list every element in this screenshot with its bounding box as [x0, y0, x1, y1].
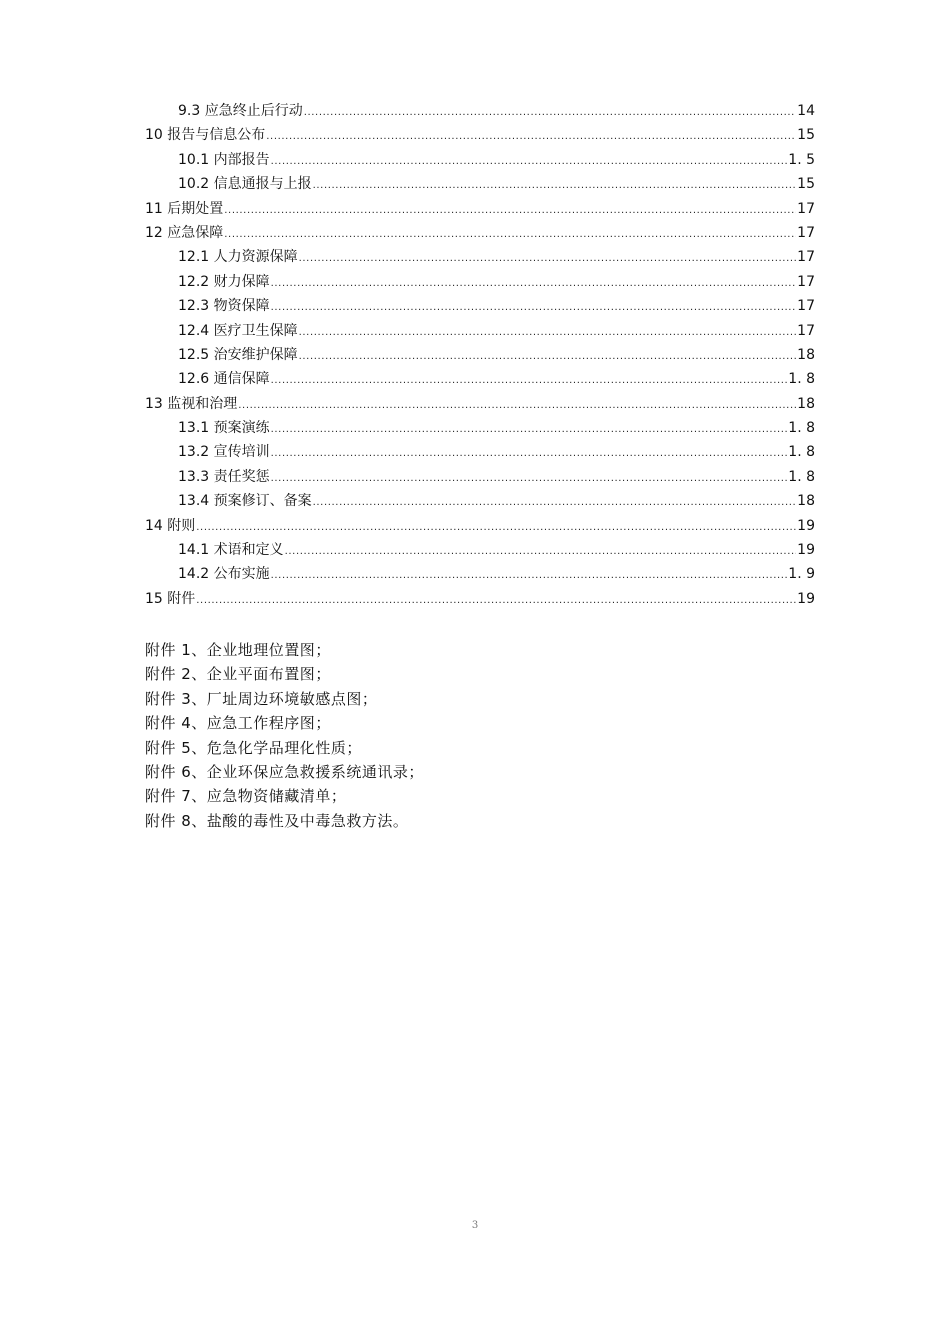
toc-entry[interactable]	[145, 197, 815, 221]
toc-entry-page: 15	[797, 176, 815, 193]
attachment-item: 附件 6、企业环保应急救援系统通讯录；	[145, 762, 424, 781]
toc-leader-dots	[224, 197, 796, 223]
toc-entry[interactable]	[145, 489, 815, 513]
toc-entry-page: 1. 9	[788, 566, 815, 583]
toc-entry-title: 10.2 信息通报与上报	[178, 176, 312, 193]
attachment-item: 附件 4、应急工作程序图；	[145, 714, 331, 733]
toc-entry-page: 18	[797, 346, 815, 363]
toc-entry-page: 15	[797, 127, 815, 144]
toc-leader-dots	[271, 562, 788, 588]
toc-entry-page: 19	[797, 517, 815, 534]
attachment-item: 附件 1、企业地理位置图；	[145, 641, 331, 659]
toc-leader-dots	[271, 367, 788, 393]
toc-leader-dots	[196, 514, 796, 540]
toc-leader-dots	[271, 270, 797, 296]
toc-leader-dots	[266, 123, 796, 149]
toc-entry-title: 13 监视和治理	[145, 395, 238, 412]
toc-leader-dots	[271, 294, 797, 320]
toc-leader-dots	[271, 148, 788, 174]
toc-entry-title: 11 后期处置	[145, 200, 224, 217]
toc-entry[interactable]	[145, 587, 815, 611]
toc-entry[interactable]	[145, 440, 815, 464]
attachment-item: 附件 3、厂址周边环境敏感点图；	[145, 689, 378, 708]
toc-leader-dots	[304, 99, 796, 125]
toc-entry-title: 12.4 医疗卫生保障	[178, 322, 298, 339]
toc-leader-dots	[224, 221, 796, 247]
toc-entry-title: 10.1 内部报告	[178, 151, 270, 168]
toc-entry[interactable]	[145, 270, 815, 294]
toc-entry[interactable]	[145, 465, 815, 489]
toc-leader-dots	[271, 465, 788, 491]
toc-entry-page: 17	[797, 322, 815, 339]
toc-entry[interactable]	[145, 148, 815, 172]
toc-entry-page: 18	[797, 493, 815, 510]
toc-entry[interactable]	[145, 538, 815, 562]
toc-entry-title: 14 附则	[145, 517, 196, 534]
toc-entry-page: 18	[797, 395, 815, 412]
toc-entry-page: 1. 8	[788, 444, 815, 461]
toc-entry-title: 12.2 财力保障	[178, 273, 270, 290]
toc-entry[interactable]	[145, 221, 815, 245]
attachment-item: 附件 2、企业平面布置图；	[145, 665, 331, 684]
toc-entry-page: 17	[797, 200, 815, 217]
toc-entry[interactable]	[145, 514, 815, 538]
toc-entry-title: 13.1 预案演练	[178, 420, 270, 437]
toc-entry[interactable]	[145, 123, 815, 147]
toc-entry-page: 1. 8	[788, 468, 815, 485]
toc-entry[interactable]	[145, 172, 815, 196]
toc-entry-page: 19	[797, 542, 815, 559]
toc-leader-dots	[196, 587, 796, 613]
toc-leader-dots	[299, 343, 797, 369]
toc-entry[interactable]	[145, 367, 815, 391]
toc-entry-title: 13.3 责任奖惩	[178, 468, 270, 485]
toc-leader-dots	[285, 538, 797, 564]
toc-entry[interactable]	[145, 392, 815, 416]
toc-leader-dots	[299, 245, 797, 271]
toc-entry-title: 15 附件	[145, 590, 196, 607]
attachment-item: 附件 7、应急物资储藏清单；	[145, 787, 347, 806]
toc-entry-title: 12.5 治安维护保障	[178, 346, 298, 363]
toc-entry-title: 13.4 预案修订、备案	[178, 493, 312, 510]
toc-entry-page: 1. 8	[788, 371, 815, 388]
toc-entry-title: 14.2 公布实施	[178, 566, 270, 583]
toc-entry[interactable]	[145, 99, 815, 123]
toc-leader-dots	[271, 440, 788, 466]
toc-entry-page: 17	[797, 273, 815, 290]
toc-entry-title: 13.2 宣传培训	[178, 444, 270, 461]
toc-entry[interactable]	[145, 343, 815, 367]
attachment-item: 附件 5、危急化学品理化性质；	[145, 738, 362, 757]
toc-entry-page: 17	[797, 224, 815, 241]
toc-entry-title: 12 应急保障	[145, 224, 224, 241]
toc-entry-page: 19	[797, 590, 815, 607]
toc-entry-title: 9.3 应急终止后行动	[178, 103, 303, 119]
attachment-list	[145, 638, 745, 833]
toc-entry[interactable]	[145, 562, 815, 586]
toc-leader-dots	[238, 392, 796, 418]
toc-entry-page: 14	[797, 103, 815, 119]
toc-entry[interactable]	[145, 245, 815, 269]
page-number: 3	[471, 1220, 479, 1231]
toc-leader-dots	[299, 319, 797, 345]
toc-entry-title: 10 报告与信息公布	[145, 127, 266, 144]
toc-leader-dots	[313, 489, 797, 515]
toc-leader-dots	[313, 172, 797, 198]
toc-entry-title: 12.3 物资保障	[178, 298, 270, 315]
toc-entry[interactable]	[145, 319, 815, 343]
toc-entry-page: 1. 8	[788, 420, 815, 437]
attachment-item: 附件 8、盐酸的毒性及中毒急救方法。	[145, 811, 409, 830]
toc-entry-title: 12.1 人力资源保障	[178, 249, 298, 266]
toc-entry-title: 12.6 通信保障	[178, 371, 270, 388]
toc-entry-page: 17	[797, 298, 815, 315]
toc-entry-page: 17	[797, 249, 815, 266]
toc-entry-page: 1. 5	[788, 151, 815, 168]
toc-leader-dots	[271, 416, 788, 442]
toc-entry-title: 14.1 术语和定义	[178, 542, 284, 559]
toc-entry[interactable]	[145, 416, 815, 440]
table-of-contents	[145, 99, 815, 611]
toc-entry[interactable]	[145, 294, 815, 318]
